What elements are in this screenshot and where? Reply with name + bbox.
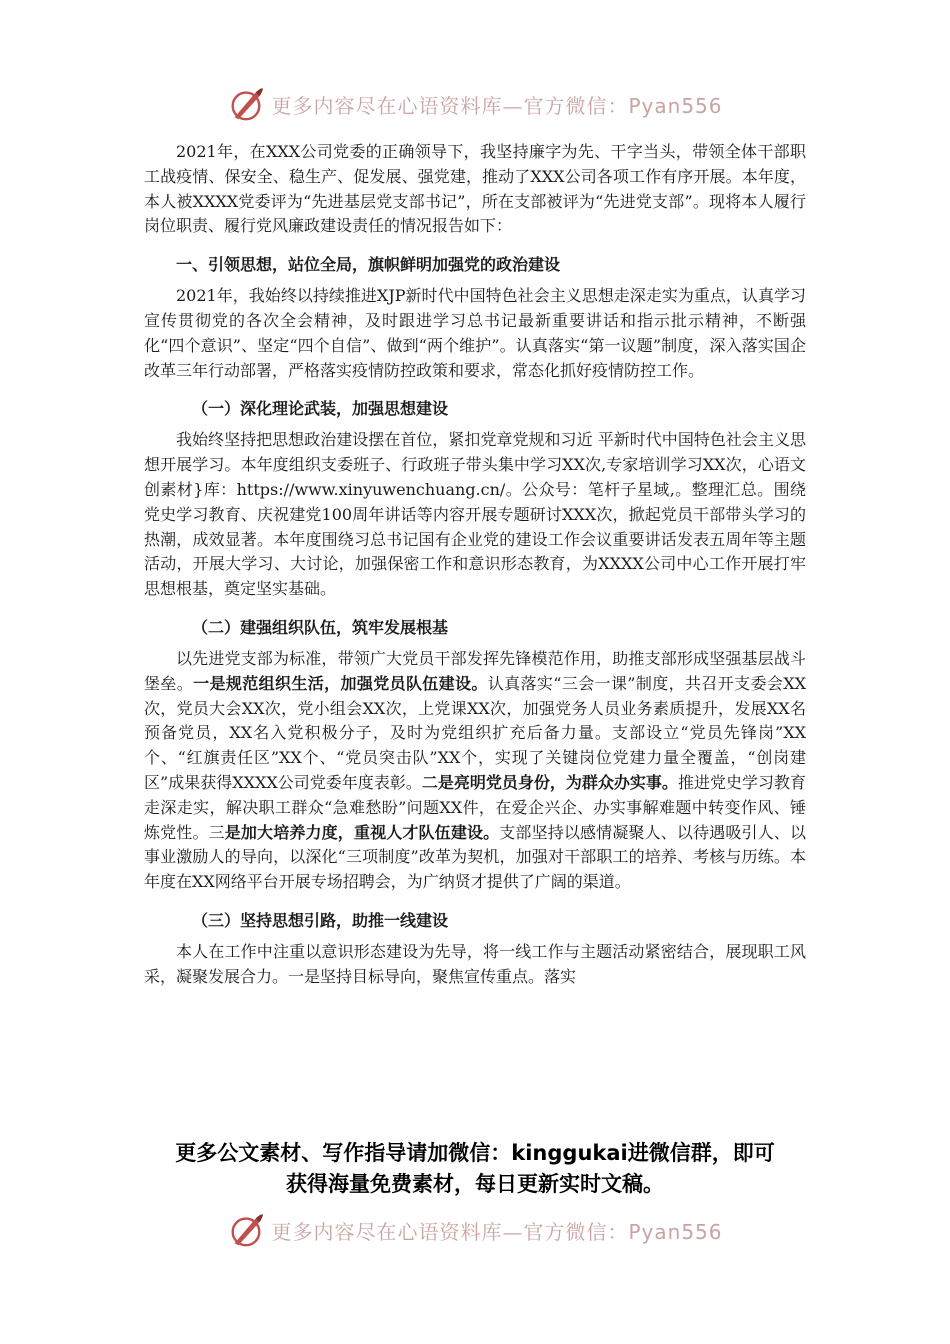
quill-logo-icon <box>227 85 265 123</box>
section-1-heading: 一、引领思想，站位全局，旗帜鲜明加强党的政治建设 <box>176 255 561 275</box>
section-1-paragraph: 2021年，我始终以持续推进XJP新时代中国特色社会主义思想走深走实为重点，认真学习宣传贯彻党的各次全会精神，及时跟进学习总书记最新重要讲话和指示批示精神，不断强化“四个意识”、坚定“四个自信”、做到“两个维护”。认真落实“第一议题”制度，深入落实国企改革三年行动部署，严格落实疫情防控政策和要求，常态化抓好疫情防控工作。 <box>144 286 806 380</box>
promo-line-2: 获得海量免费素材，每日更新实时文稿。 <box>286 1172 664 1196</box>
subsection-3-paragraph: 本人在工作中注重以意识形态建设为先导，将一线工作与主题活动紧密结合，展现职工风采，凝聚发展合力。一是坚持目标导向，聚焦宣传重点。落实 <box>144 941 806 986</box>
watermark-text: 更多内容尽在心语资料库—官方微信：Pyan556 <box>271 93 723 118</box>
emphasis-3: 是加大培养力度，重视人才队伍建设。 <box>224 822 500 842</box>
promo-banner <box>60 1138 890 1200</box>
subsection-3-heading: （三）坚持思想引路，助推一线建设 <box>192 910 449 930</box>
quill-logo-icon <box>227 1211 265 1249</box>
document-body <box>144 140 806 990</box>
subsection-2-heading: （二）建强组织队伍，筑牢发展根基 <box>192 617 449 637</box>
watermark-header <box>0 84 950 124</box>
intro-paragraph: 2021年，在XXX公司党委的正确领导下，我坚持廉字为先、干字当头，带领全体干部职工战疫情、保安全、稳生产、促发展、强党建，推动了XXX公司各项工作有序开展。本年度，本人被XXXX党委评为“先进基层党支部书记”，所在支部被评为“先进党支部”。现将本人履行岗位职责、履行党风廉政建设责任的情况报告如下： <box>144 142 806 236</box>
watermark-footer <box>0 1210 950 1250</box>
watermark-text: 更多内容尽在心语资料库—官方微信：Pyan556 <box>271 1219 723 1244</box>
emphasis-2: 二是亮明党员身份，为群众办实事。 <box>421 772 678 792</box>
emphasis-1: 一是规范组织生活，加强党员队伍建设。 <box>193 673 488 693</box>
subsection-2-paragraph: 以先进党支部为标准，带领广大党员干部发挥先锋模范作用，助推支部形成坚强基层战斗堡垒。一是规范组织生活，加强党员队伍建设。认真落实“三会一课”制度，共召开支委会XX次，党员大会XX次，党小组会XX次，上党课XX次，加强党务人员业务素质提升，发展XX名预备党员，XX名入党积极分子，及时为党组织扩充后备力量。支部设立“党员先锋岗”XX个、“红旗责任区”XX个、“党员突击队”XX个，实现了关键岗位党建力量全覆盖，“创岗建区”成果获得XXXX公司党委年度表彰。二是亮明党员身份，为群众办实事。推进党史学习教育走深走实，解决职工群众“急难愁盼”问题XX件，在爱企兴企、办实事解难题中转变作风、锤炼党性。三是加大培养力度，重视人才队伍建设。支部坚持以感情凝聚人、以待遇吸引人、以事业激励人的导向，以深化“三项制度”改革为契机，加强对干部职工的培养、考核与历练。本年度在XX网络平台开展专场招聘会，为广纳贤才提供了广阔的渠道。 <box>144 648 806 892</box>
subsection-1-heading: （一）深化理论武装，加强思想建设 <box>192 399 449 419</box>
promo-line-1: 更多公文素材、写作指导请加微信：kinggukai进微信群，即可 <box>175 1141 775 1165</box>
subsection-1-paragraph: 我始终坚持把思想政治建设摆在首位，紧扣党章党规和习近 平新时代中国特色社会主义思想开展学习。本年度组织支委班子、行政班子带头集中学习XX次,专家培训学习XX次，心语文创素材}库：https://www.xinyuwenchuang.cn/。公众号：笔杆子星域,。整理汇总。围绕党史学习教育、庆祝建党100周年讲话等内容开展专题研讨XXX次，掀起党员干部带头学习的热潮，成效显著。本年度围绕习总书记国有企业党的建设工作会议重要讲话发表五周年等主题活动，开展大学习、大讨论，加强保密工作和意识形态教育，为XXXX公司中心工作开展打牢思想根基，奠定坚实基础。 <box>144 430 806 599</box>
